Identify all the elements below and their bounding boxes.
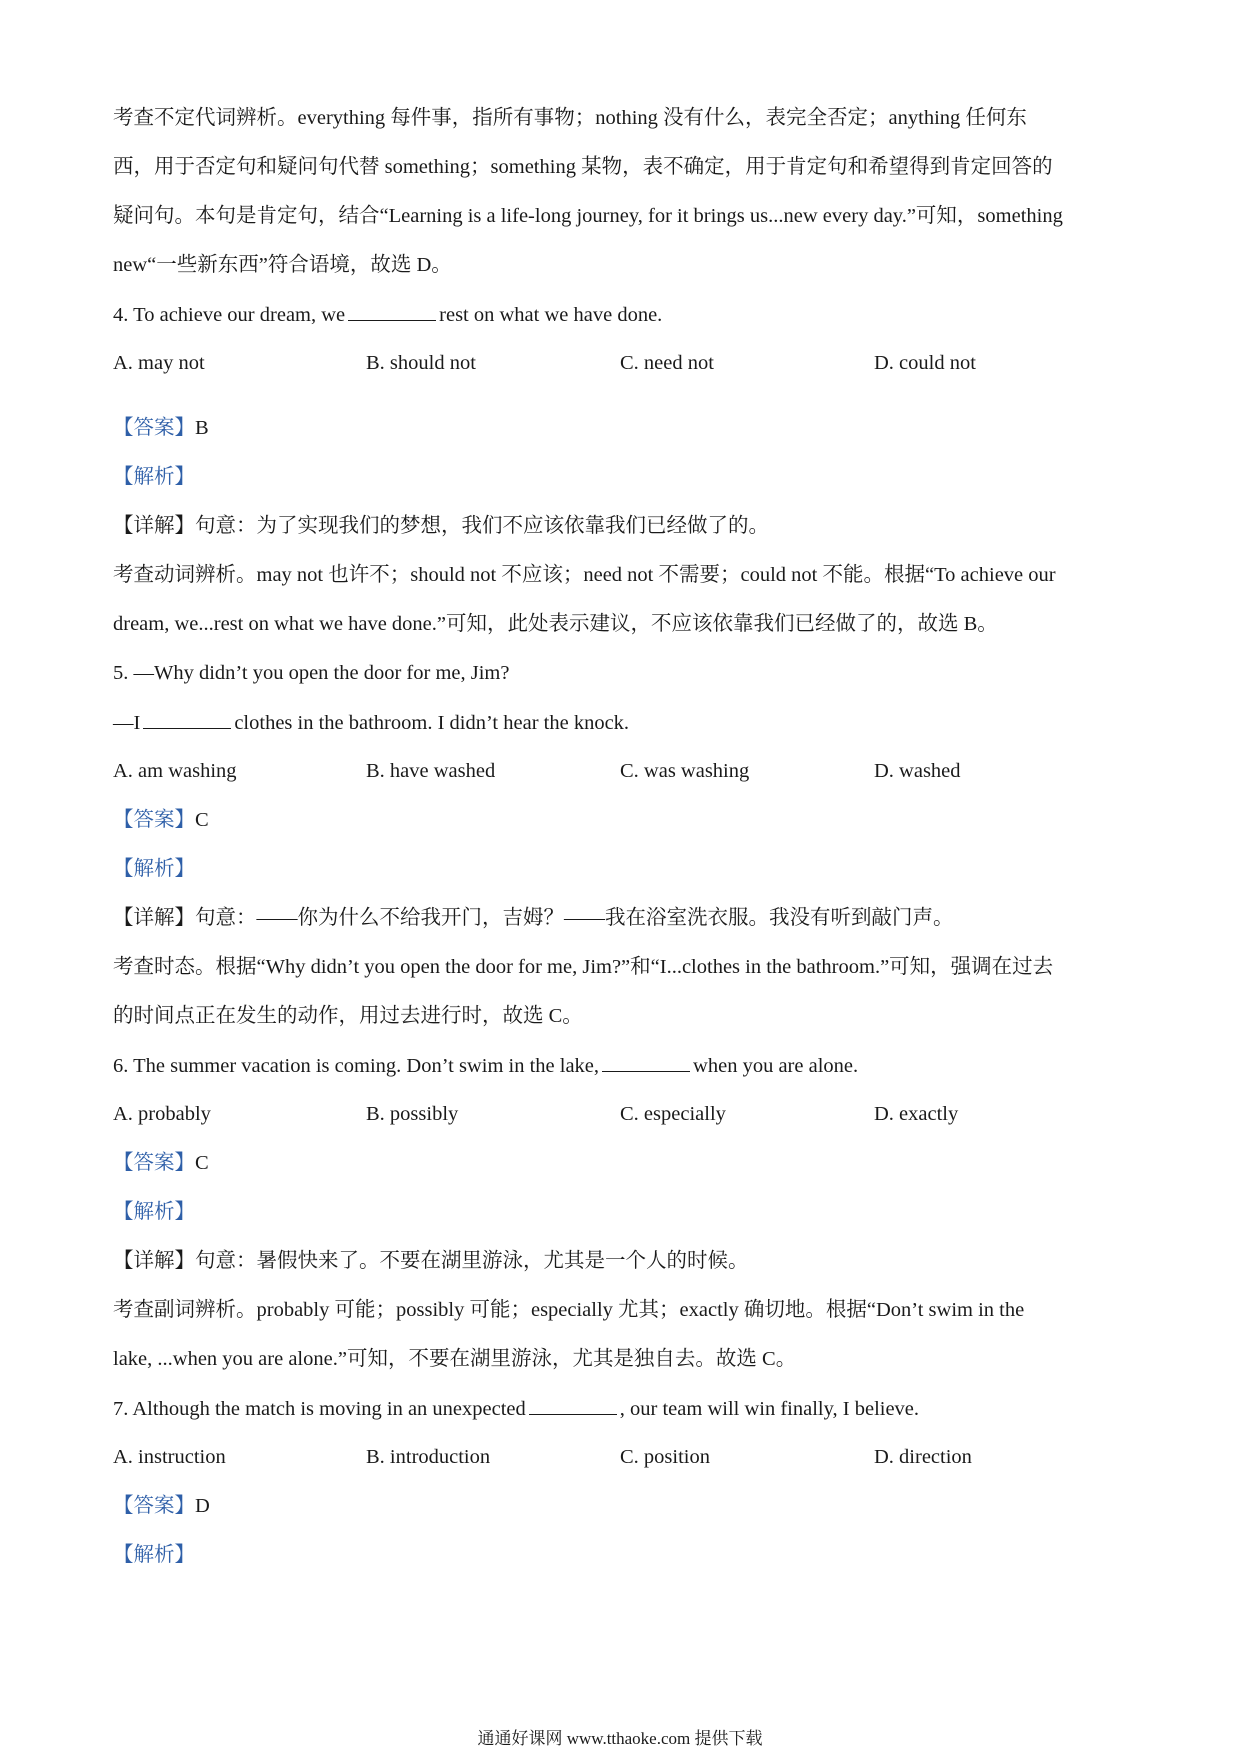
option-a: A. am washing: [113, 760, 237, 782]
detail-text: 句意：暑假快来了。不要在湖里游泳，尤其是一个人的时候。: [195, 1250, 749, 1272]
stem-part: 4. To achieve our dream, we: [113, 304, 346, 326]
answer-value: D: [195, 1495, 210, 1517]
stem-part: clothes in the bathroom. I didn’t hear the knock.: [234, 712, 630, 734]
stem-part: 6. The summer vacation is coming. Don’t swim in the lake,: [113, 1055, 600, 1077]
answer-blank: [143, 708, 231, 729]
option-d: D. exactly: [874, 1103, 959, 1125]
question-5-stem: 5. —Why didn’t you open the door for me, Jim?: [113, 662, 510, 684]
analysis-label: 【解析】: [113, 466, 195, 488]
answer-blank: [529, 1394, 617, 1415]
option-c: C. position: [620, 1446, 710, 1468]
stem-part: —I: [113, 712, 141, 734]
question-4-detail: [113, 512, 1133, 540]
option-b: B. have washed: [366, 760, 496, 782]
question-7-stem: [113, 1394, 1133, 1423]
page-footer: 通通好课网 www.tthaoke.com 提供下载: [477, 1729, 763, 1748]
explanation-line: 西，用于否定句和疑问句代替 something；something 某物，表不确定，用于肯定句和希望得到肯定回答的: [113, 156, 1053, 178]
question-4-explanation: 考查动词辨析。may not 也许不；should not 不应该；need not 不需要；could not 不能。根据“To achieve our: [113, 564, 1056, 586]
answer-label: 【答案】: [113, 1152, 195, 1174]
stem-part: , our team will win finally, I believe.: [619, 1398, 920, 1420]
option-b: B. introduction: [366, 1446, 491, 1468]
question-5-explanation: 考查时态。根据“Why didn’t you open the door for me, Jim?”和“I...clothes in the bathroom.”可知，强调在过去: [113, 956, 1054, 978]
option-d: D. could not: [874, 352, 976, 374]
explanation-line: 考查不定代词辨析。everything 每件事，指所有事物；nothing 没有什么，表完全否定；anything 任何东: [113, 107, 1027, 129]
answer-value: B: [195, 417, 209, 439]
option-d: D. direction: [874, 1446, 972, 1468]
answer-value: C: [195, 1152, 209, 1174]
detail-text: 句意：——你为什么不给我开门，吉姆？——我在浴室洗衣服。我没有听到敲门声。: [195, 907, 954, 929]
question-6-explanation: 考查副词辨析。probably 可能；possibly 可能；especially 尤其；exactly 确切地。根据“Don’t swim in the: [113, 1299, 1025, 1321]
option-a: A. instruction: [113, 1446, 226, 1468]
question-6-detail: [113, 1247, 1133, 1275]
question-7-analysis-label: [113, 1541, 1133, 1569]
question-5-explanation: 的时间点正在发生的动作，用过去进行时，故选 C。: [113, 1005, 583, 1027]
question-5-answer: [113, 806, 1133, 834]
option-a: A. probably: [113, 1103, 211, 1125]
question-5-stem-reply: [113, 708, 1133, 737]
detail-text: 句意：为了实现我们的梦想，我们不应该依靠我们已经做了的。: [195, 515, 769, 537]
option-b: B. possibly: [366, 1103, 459, 1125]
option-d: D. washed: [874, 760, 961, 782]
question-7-answer: [113, 1492, 1133, 1520]
detail-label: 【详解】: [113, 1250, 195, 1272]
question-4-analysis-label: [113, 463, 1133, 491]
stem-part: rest on what we have done.: [439, 304, 663, 326]
answer-label: 【答案】: [113, 1495, 195, 1517]
option-b: B. should not: [366, 352, 476, 374]
analysis-label: 【解析】: [113, 1201, 195, 1223]
option-a: A. may not: [113, 352, 205, 374]
stem-part: 7. Although the match is moving in an unexpected: [113, 1398, 526, 1420]
analysis-label: 【解析】: [113, 1544, 195, 1566]
stem-part: when you are alone.: [693, 1055, 859, 1077]
option-c: C. need not: [620, 352, 714, 374]
detail-label: 【详解】: [113, 907, 195, 929]
detail-label: 【详解】: [113, 515, 195, 537]
question-4-stem: [113, 300, 1133, 329]
answer-value: C: [195, 809, 209, 831]
explanation-line: 疑问句。本句是肯定句，结合“Learning is a life-long journey, for it brings us...new every day.”可知，something: [113, 205, 1063, 227]
explanation-line: new“一些新东西”符合语境，故选 D。: [113, 254, 452, 276]
question-5-detail: [113, 904, 1133, 932]
question-5-analysis-label: [113, 855, 1133, 883]
option-c: C. especially: [620, 1103, 726, 1125]
question-6-explanation: lake, ...when you are alone.”可知，不要在湖里游泳，尤其是独自去。故选 C。: [113, 1348, 797, 1370]
question-6-answer: [113, 1149, 1133, 1177]
answer-label: 【答案】: [113, 417, 195, 439]
question-6-stem: [113, 1051, 1133, 1080]
question-6-analysis-label: [113, 1198, 1133, 1226]
analysis-label: 【解析】: [113, 858, 195, 880]
answer-blank: [348, 300, 436, 321]
answer-label: 【答案】: [113, 809, 195, 831]
option-c: C. was washing: [620, 760, 750, 782]
answer-blank: [602, 1051, 690, 1072]
question-4-explanation: dream, we...rest on what we have done.”可知，此处表示建议，不应该依靠我们已经做了的，故选 B。: [113, 613, 998, 635]
question-4-answer: [113, 414, 1133, 442]
